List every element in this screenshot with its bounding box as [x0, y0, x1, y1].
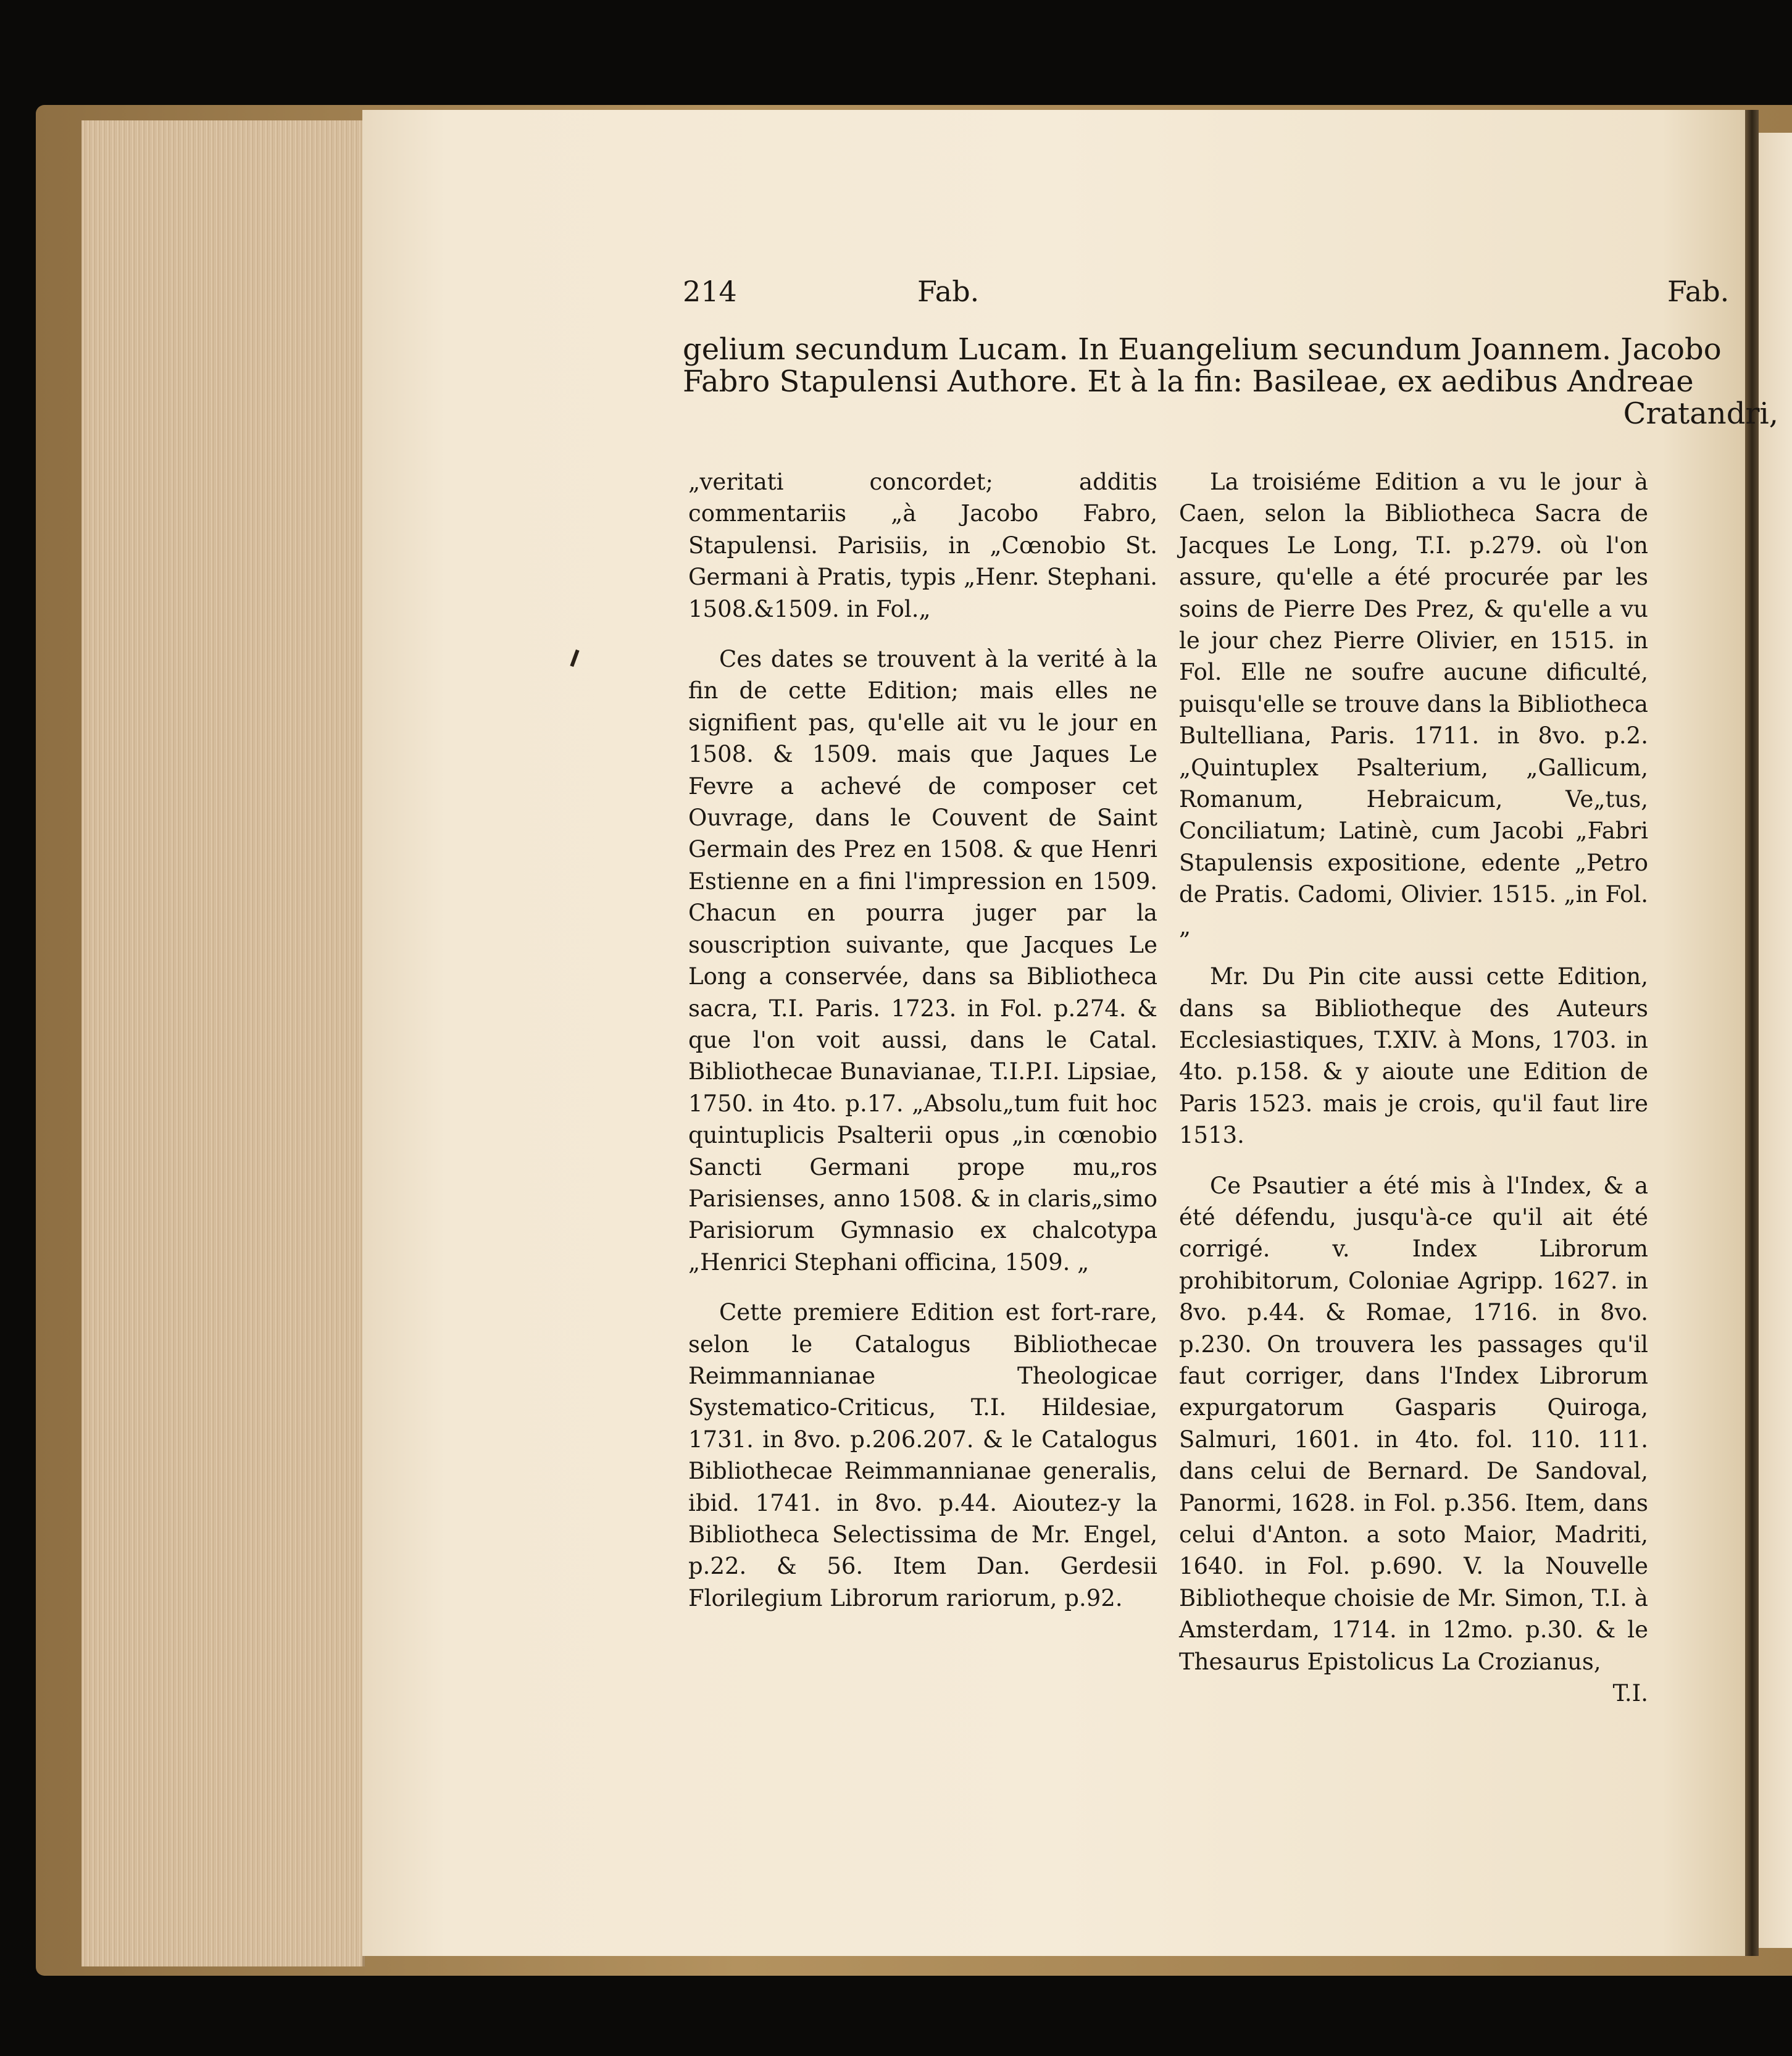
running-head-left: Fab.	[917, 275, 980, 308]
paragraph: Ce Psautier a été mis à l'Index, & a été défendu, jusqu'à-ce qu'il ait été corrigé. v. Index Librorum prohibitorum, Coloniae Agripp. 1627. in 8vo. p.44. & Romae, 1716. in 8vo. p.230. On trouvera les passages qu'il faut corriger, dans l'Index Librorum expurgatorum Gasparis Quiroga, Salmuri, 1601. in 4to. fol. 110. 111. dans celui de Bernard. De Sandoval, Panormi, 1628. in Fol. p.356. Item, dans celui d'Anton. a soto Maior, Madriti, 1640. in Fol. p.690. V. la Nouvelle Bibliotheque choisie de Mr. Simon, T.I. à Amsterdam, 1714. in 12mo. p.30. & le Thesaurus Epistolicus La Crozianus,	[1179, 1172, 1648, 1675]
running-head	[683, 275, 1778, 324]
paragraph: „veritati concordet; additis commentariis „à Jacobo Fabro, Stapulensi. Parisiis, in „Cœnobio St. Germani à Pratis, typis „Henr. Stephani. 1508.&1509. in Fol.„	[688, 469, 1157, 622]
left-column	[688, 466, 1157, 1632]
running-head-right: Fab.	[1667, 275, 1730, 308]
lead-line: Fabro Stapulensi Authore. Et à la fin: Basileae, ex aedibus Andreae	[683, 364, 1694, 399]
right-column	[1179, 466, 1648, 1709]
lead-paragraph	[683, 333, 1778, 430]
catchword: T.I.	[1612, 1680, 1648, 1707]
page-edges	[81, 120, 365, 1966]
paragraph: Cette premiere Edition est fort-rare, selon le Catalogus Bibliothecae Reimmannianae Theologicae Systematico-Criticus, T.I. Hildesiae, 1731. in 8vo. p.206.207. & le Catalogus Bibliothecae Reimmannianae generalis, ibid. 1741. in 8vo. p.44. Aioutez-y la Bibliotheca Selectissima de Mr. Engel, p.22. & 56. Item Dan. Gerdesii Florilegium Librorum rariorum, p.92.	[688, 1299, 1157, 1611]
lead-line: Cratandri,	[1623, 396, 1778, 431]
paragraph: Ces dates se trouvent à la verité à la fin de cette Edition; mais elles ne signifient pas, qu'elle ait vu le jour en 1508. & 1509. mais que Jaques Le Fevre a achevé de composer cet Ouvrage, dans le Couvent de Saint Germain des Prez en 1508. & que Henri Estienne en a fini l'impression en 1509. Chacun en pourra juger par la souscription suivante, que Jacques Le Long a conservée, dans sa Bibliotheca sacra, T.I. Paris. 1723. in Fol. p.274. & que l'on voit aussi, dans le Catal. Bibliothecae Bunavianae, T.I.P.I. Lipsiae, 1750. in 4to. p.17. „Absolu„tum fuit hoc quintuplicis Psalterii opus „in cœnobio Sancti Germani prope mu„ros Parisienses, anno 1508. & in claris„simo Parisiorum Gymnasio ex chalcotypa „Henrici Stephani officina, 1509. „	[688, 646, 1157, 1276]
page-number: 214	[683, 275, 737, 308]
paragraph: La troisiéme Edition a vu le jour à Caen, selon la Bibliotheca Sacra de Jacques Le Long, T.I. p.279. où l'on assure, qu'elle a été procurée par les soins de Pierre Des Prez, & qu'elle a vu le jour chez Pierre Olivier, en 1515. in Fol. Elle ne soufre aucune dificulté, puisqu'elle se trouve dans la Bibliotheca Bultelliana, Paris. 1711. in 8vo. p.2. „Quintuplex Psalterium, „Gallicum, Romanum, Hebraicum, Ve„tus, Conciliatum; Latinè, cum Jacobi „Fabri Stapulensis expositione, edente „Petro de Pratis. Cadomi, Olivier. 1515. „in Fol. „	[1179, 469, 1648, 940]
lead-line: gelium secundum Lucam. In Euangelium secundum Joannem. Jacobo	[683, 332, 1722, 367]
paragraph: Mr. Du Pin cite aussi cette Edition, dans sa Bibliotheque des Auteurs Ecclesiastiques, T.XIV. à Mons, 1703. in 4to. p.158. & y aioute une Edition de Paris 1523. mais je crois, qu'il faut lire 1513.	[1179, 963, 1648, 1149]
